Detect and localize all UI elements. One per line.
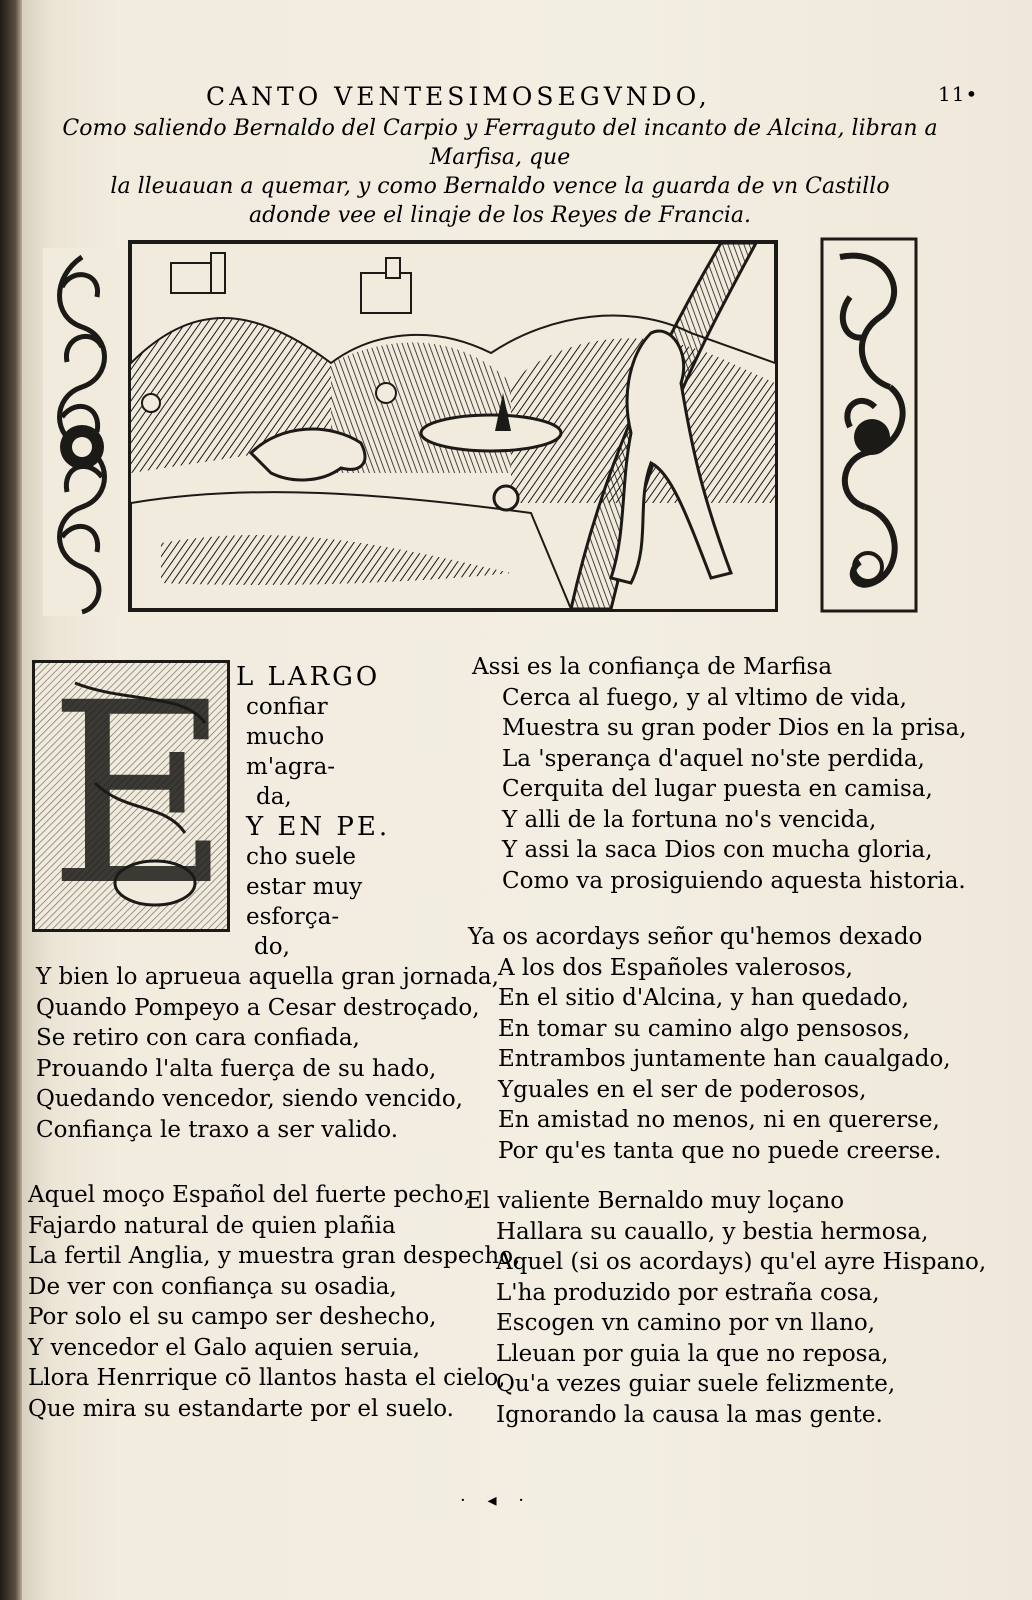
verse-line: Cerca al fuego, y al vltimo de vida, [502,684,907,711]
verse-line: Assi es la confiança de Marfisa [472,654,833,680]
verse-line: En tomar su camino algo pensosos, [498,1015,911,1042]
verse-line: Muestra su gran poder Dios en la prisa, [502,715,967,741]
verse-line: Por qu'es tanta que no puede creerse. [498,1137,942,1164]
summary-line: adonde vee el linaje de los Reyes de Francia. [248,203,751,228]
verse-line: Y vencedor el Galo aquien seruia, [28,1334,421,1361]
verse-line: Y bien lo aprueua aquella gran jornada, [36,964,499,990]
verse-line: Ya os acordays señor qu'hemos dexado [468,924,923,950]
book-spine [0,0,22,1600]
running-title: CANTO VENTESIMOSEGVNDO, [206,82,711,111]
verse-line: Ignorando la causa la mas gente. [496,1401,883,1428]
verse-line: A los dos Españoles valerosos, [498,954,853,981]
summary-line: la lleuauan a quemar, y como Bernaldo vence la guarda de vn Castillo [110,174,890,199]
verse-line: Yguales en el ser de poderosos, [498,1076,867,1103]
stanza-right-1 [472,652,967,896]
text-line: da, [256,784,292,810]
verse-line: Lleuan por guia la que no reposa, [496,1340,889,1367]
verse-line: Fajardo natural de quien plañia [28,1212,396,1239]
verse-line: Que mira su estandarte por el suelo. [28,1395,454,1422]
verse-line: Hallara su cauallo, y bestia hermosa, [496,1218,929,1245]
verse-line: Prouando l'alta fuerça de su hado, [36,1055,437,1082]
verse-line: Llora Henrrique cō llantos hasta el cielo, [28,1365,506,1391]
verse-line: Qu'a vezes guiar suele felizmente, [496,1371,896,1397]
verse-line: Cerquita del lugar puesta en camisa, [502,776,933,802]
text-line: estar muy [246,874,363,900]
verse-line: Confiança le traxo a ser valido. [36,1116,399,1143]
stanza-left-2 [28,1180,520,1424]
text-line: L LARGO [236,662,381,692]
canto-summary [40,114,960,230]
verse-line: Como va prosiguiendo aquesta historia. [502,867,966,894]
verse-line: Por solo el su campo ser deshecho, [28,1304,437,1330]
verse-line: De ver con confiança su osadia, [28,1273,397,1300]
verse-line: Entrambos juntamente han caualgado, [498,1046,951,1072]
verse-line: Se retiro con cara confiada, [36,1025,360,1051]
text-line: Y EN PE. [246,812,391,842]
verse-line: En el sitio d'Alcina, y han quedado, [498,985,909,1011]
text-line: cho suele [246,844,357,870]
stanza-right-3 [466,1186,986,1430]
verse-line: Quando Pompeyo a Cesar destroçado, [36,994,480,1021]
verse-line: Y assi la saca Dios con mucha gloria, [502,837,933,863]
verse-line: Aquel moço Español del fuerte pecho, [28,1182,471,1208]
stanza-right-2 [468,922,951,1166]
scroll-border-icon [820,237,918,613]
verse-line: L'ha produzido por estraña cosa, [496,1279,880,1306]
text-line: mucho [246,724,325,750]
verse-line: El valiente Bernaldo muy loçano [466,1188,845,1214]
text-line: confiar [246,694,328,720]
summary-line: Como saliendo Bernaldo del Carpio y Ferraguto del incanto de Alcina, libran a Marfisa, que [62,116,938,170]
woodcut-scene-icon [128,240,778,612]
signature-mark: · ◂ · [460,1490,532,1511]
verse-line: La fertil Anglia, y muestra gran despecho, [28,1243,521,1269]
text-line: do, [254,934,290,960]
text-line: esforça- [246,904,340,930]
verse-line: En amistad no menos, ni en quererse, [498,1107,940,1133]
verse-line: Quedando vencedor, siendo vencido, [36,1086,463,1112]
verse-line: Y alli de la fortuna no's vencida, [502,806,877,833]
verse-line: Aquel (si os acordays) qu'el ayre Hispano, [496,1249,987,1275]
initial-letter: E [48,649,231,940]
folio-number: 11• [938,82,979,106]
stanza-left-1 [36,962,499,1145]
initial-adjacent-text [236,662,390,962]
verse-line: La 'sperança d'aquel no'ste perdida, [502,745,925,772]
text-line: m'agra- [246,754,336,780]
verse-line: Escogen vn camino por vn llano, [496,1310,876,1336]
scroll-border-icon [42,247,122,617]
